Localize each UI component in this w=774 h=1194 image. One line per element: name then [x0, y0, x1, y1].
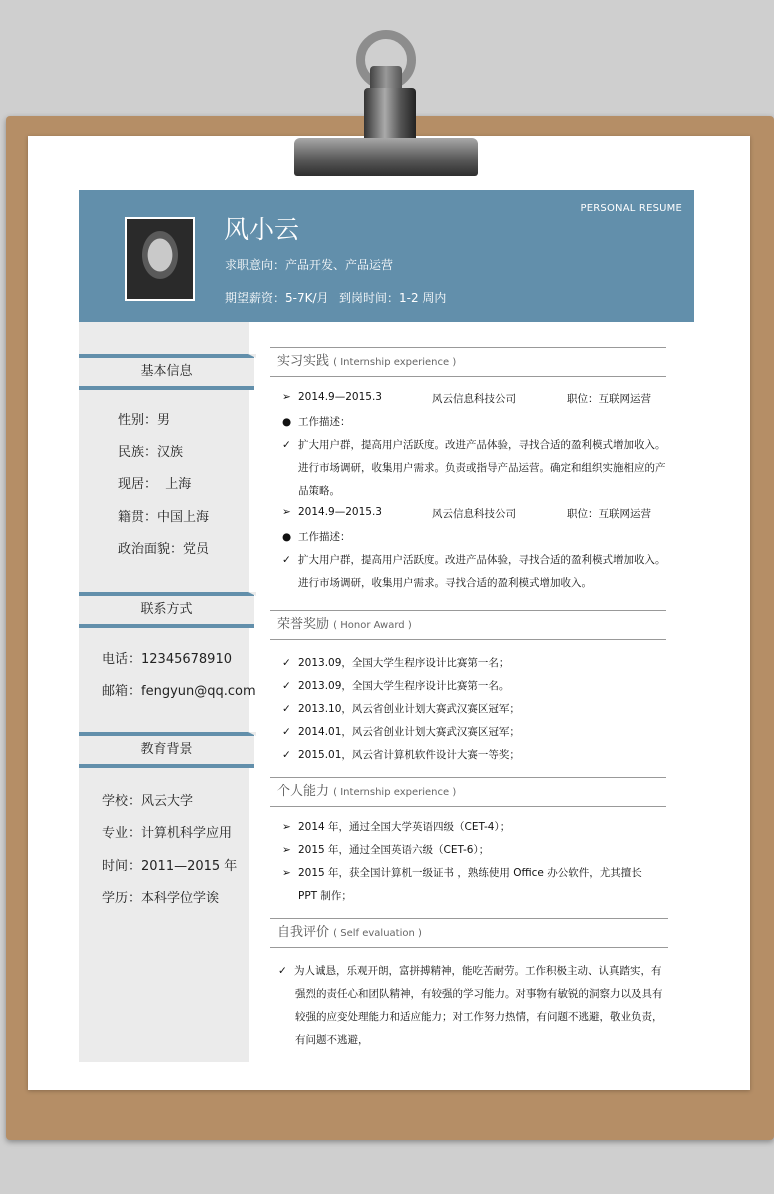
arrival-time: 到岗时间：1-2 周内 — [339, 291, 447, 305]
honor-section-title — [270, 610, 666, 640]
section-title-en: ( Internship experience ) — [333, 357, 457, 368]
education-item: 学历：本科学位学诶 — [102, 891, 220, 906]
job-desc-label: ● 工作描述： — [282, 416, 351, 428]
job-intent: 求职意向：产品开发、产品运营 — [225, 258, 394, 272]
resume-header — [79, 190, 694, 322]
section-title-en: ( Honor Award ) — [333, 620, 412, 631]
check-bullet-icon: ✓ — [278, 965, 287, 977]
check-bullet-icon: ✓ — [282, 726, 291, 738]
honor-item: ✓ 2014.01，风云省创业计划大赛武汉赛区冠军； — [282, 726, 520, 738]
contact-phone: 电话：12345678910 — [102, 652, 232, 667]
self-eval-section-title — [270, 918, 668, 948]
section-title-en: ( Self evaluation ) — [333, 928, 422, 939]
self-eval-line: 较强的应变处理能力和适应能力；对工作努力热情，有问题不逃避，敬业负责， — [295, 1011, 663, 1023]
basic-info-item: 籍贯：中国上海 — [118, 510, 210, 525]
check-bullet-icon: ✓ — [282, 680, 291, 692]
self-eval-line: 强烈的责任心和团队精神，有较强的学习能力。对事物有敏锐的洞察力以及具有 — [295, 988, 663, 1000]
self-eval-line: ✓ 为人诚恳，乐观开朗，富拼搏精神，能吃苦耐劳。工作积极主动、认真踏实，有 — [278, 965, 662, 977]
arrow-bullet-icon: ➢ — [282, 391, 291, 403]
education-item: 学校：风云大学 — [102, 794, 194, 809]
expected-salary: 期望薪资：5-7K/月 — [225, 291, 329, 305]
dot-bullet-icon: ● — [282, 531, 292, 543]
section-title-cn: 实习实践 — [277, 354, 330, 369]
ability-item: ➢ 2015 年，通过全国英语六级（CET-6）； — [282, 844, 490, 856]
candidate-name: 风小云 — [224, 215, 300, 244]
internship-section-title — [270, 347, 666, 377]
check-bullet-icon: ✓ — [282, 703, 291, 715]
ability-item-cont: PPT 制作； — [298, 890, 352, 902]
honor-item: ✓ 2013.09，全国大学生程序设计比赛第一名； — [282, 657, 510, 669]
job-company: 风云信息科技公司 — [432, 393, 516, 405]
honor-item: ✓ 2015.01，风云省计算机软件设计大赛一等奖； — [282, 749, 520, 761]
profile-photo — [125, 217, 195, 301]
education-item: 时间：2011—2015 年 — [102, 859, 238, 874]
ability-item: ➢ 2015 年，获全国计算机一级证书 ，熟练使用 Office 办公软件，尤其擅长 — [282, 867, 642, 879]
job-position: 职位：互联网运营 — [567, 393, 651, 405]
check-bullet-icon: ✓ — [282, 657, 291, 669]
dot-bullet-icon: ● — [282, 416, 292, 428]
contact-email: 邮箱：fengyun@qq.com — [102, 684, 256, 699]
resume-tagline: PERSONAL RESUME — [580, 203, 682, 214]
check-bullet-icon: ✓ — [282, 554, 291, 566]
binder-clip-icon — [294, 30, 478, 176]
job-desc-line: ✓ 扩大用户群，提高用户活跃度。改进产品体验，寻找合适的盈利模式增加收入。 — [282, 554, 666, 566]
honor-item: ✓ 2013.09，全国大学生程序设计比赛第一名。 — [282, 680, 510, 692]
self-eval-line: 有问题不逃避， — [295, 1034, 369, 1046]
basic-info-item: 民族：汉族 — [118, 445, 184, 460]
contact-heading: 联系方式 — [79, 592, 254, 628]
job-desc-line: ✓ 扩大用户群，提高用户活跃度。改进产品体验，寻找合适的盈利模式增加收入。 — [282, 439, 666, 451]
job-company: 风云信息科技公司 — [432, 508, 516, 520]
job-date: ➢ 2014.9—2015.3 — [282, 391, 382, 403]
job-desc-line: 品策略。 — [298, 485, 340, 497]
basic-info-item: 现居： 上海 — [118, 477, 192, 492]
education-item: 专业：计算机科学应用 — [102, 826, 233, 841]
section-title-en: ( Internship experience ) — [333, 787, 457, 798]
job-desc-label: ● 工作描述： — [282, 531, 351, 543]
check-bullet-icon: ✓ — [282, 749, 291, 761]
check-bullet-icon: ✓ — [282, 439, 291, 451]
basic-info-item: 性别：男 — [118, 413, 171, 428]
section-title-cn: 荣誉奖励 — [277, 617, 330, 632]
section-title-cn: 自我评价 — [277, 925, 330, 940]
arrow-bullet-icon: ➢ — [282, 844, 291, 856]
arrow-bullet-icon: ➢ — [282, 821, 291, 833]
ability-section-title — [270, 777, 666, 807]
job-desc-line: 进行市场调研，收集用户需求。负责或指导产品运营。确定和组织实施相应的产 — [298, 462, 666, 474]
basic-info-item: 政治面貌：党员 — [118, 542, 210, 557]
education-heading: 教育背景 — [79, 732, 254, 768]
arrow-bullet-icon: ➢ — [282, 506, 291, 518]
ability-item: ➢ 2014 年，通过全国大学英语四级（CET-4）； — [282, 821, 511, 833]
job-date: ➢ 2014.9—2015.3 — [282, 506, 382, 518]
section-title-cn: 个人能力 — [277, 784, 330, 799]
job-position: 职位：互联网运营 — [567, 508, 651, 520]
job-desc-line: 进行市场调研，收集用户需求。寻找合适的盈利模式增加收入。 — [298, 577, 592, 589]
honor-item: ✓ 2013.10，风云省创业计划大赛武汉赛区冠军； — [282, 703, 520, 715]
arrow-bullet-icon: ➢ — [282, 867, 291, 879]
basic-info-heading: 基本信息 — [79, 354, 254, 390]
